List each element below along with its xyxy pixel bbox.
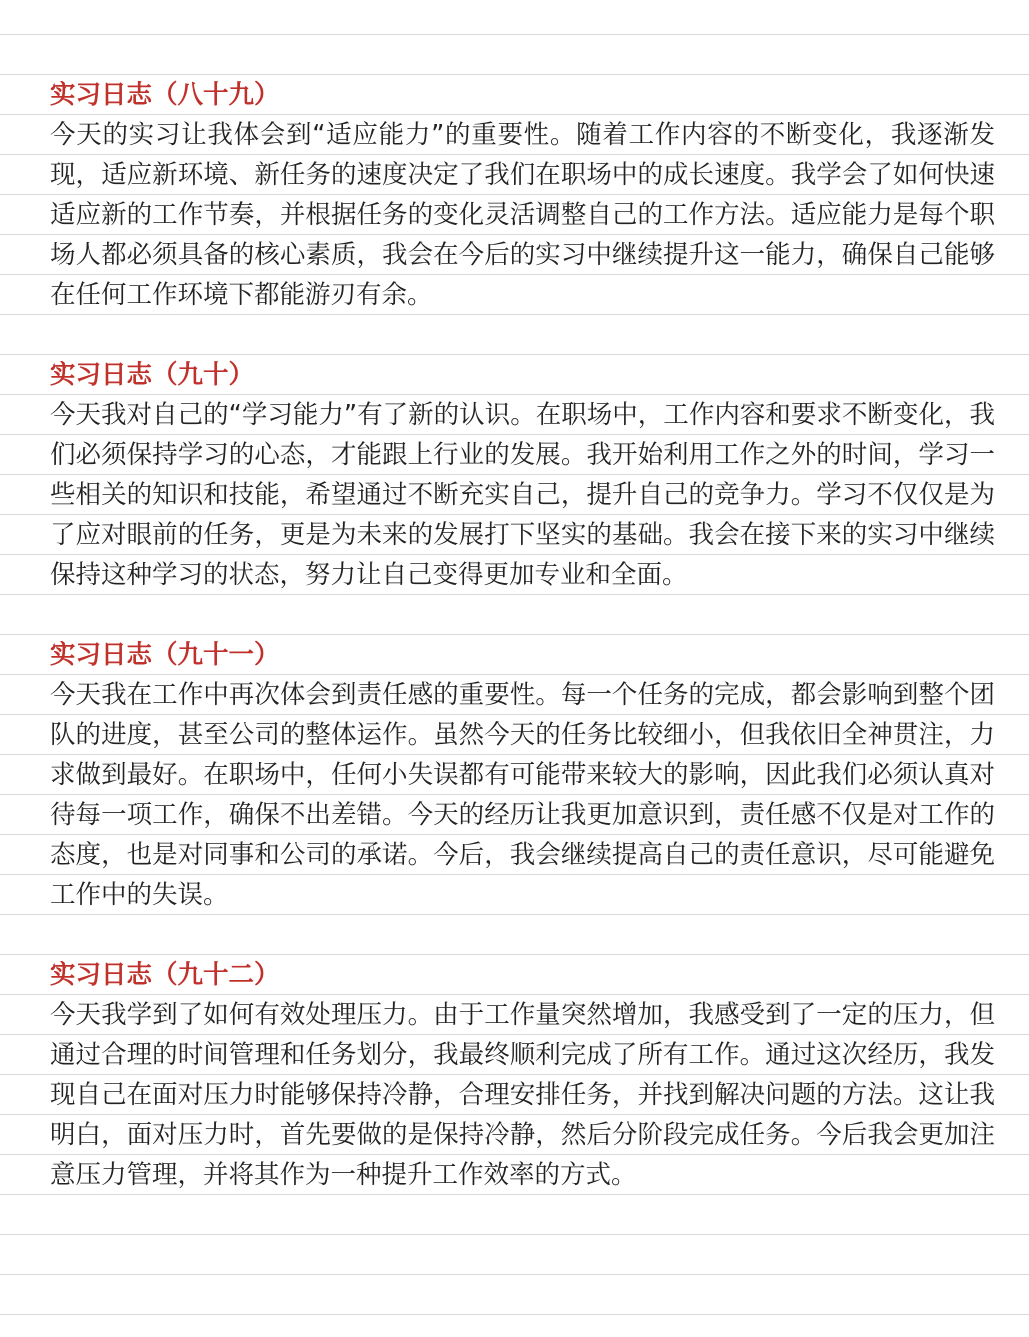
- entry-body: 今天我对自己的“学习能力”有了新的认识。在职场中，工作内容和要求不断变化，我们必须保持学习的心态，才能跟上行业的发展。我开始利用工作之外的时间，学习一些相关的知识和技能，希望通过不断充实自己，提升自己的竞争力。学习不仅仅是为了应对眼前的任务，更是为未来的发展打下坚实的基础。我会在接下来的实习中继续保持这种学习的状态，努力让自己变得更加专业和全面。: [50, 400, 995, 590]
- entry-title: 实习日志（九十一）: [50, 640, 280, 670]
- journal-page: [50, 75, 995, 1235]
- entry-body: 今天我学到了如何有效处理压力。由于工作量突然增加，我感受到了一定的压力，但通过合理的时间管理和任务划分，我最终顺利完成了所有工作。通过这次经历，我发现自己在面对压力时能够保持冷静，合理安排任务，并找到解决问题的方法。这让我明白，面对压力时，首先要做的是保持冷静，然后分阶段完成任务。今后我会更加注意压力管理，并将其作为一种提升工作效率的方式。: [50, 1000, 995, 1190]
- entry-title: 实习日志（八十九）: [50, 80, 280, 110]
- entry-body: 今天的实习让我体会到“适应能力”的重要性。随着工作内容的不断变化，我逐渐发现，适应新环境、新任务的速度决定了我们在职场中的成长速度。我学会了如何快速适应新的工作节奏，并根据任务的变化灵活调整自己的工作方法。适应能力是每个职场人都必须具备的核心素质，我会在今后的实习中继续提升这一能力，确保自己能够在任何工作环境下都能游刃有余。: [50, 120, 995, 310]
- entry-title: 实习日志（九十）: [50, 360, 255, 390]
- entry-body: 今天我在工作中再次体会到责任感的重要性。每一个任务的完成，都会影响到整个团队的进度，甚至公司的整体运作。虽然今天的任务比较细小，但我依旧全神贯注，力求做到最好。在职场中，任何小失误都有可能带来较大的影响，因此我们必须认真对待每一项工作，确保不出差错。今天的经历让我更加意识到，责任感不仅是对工作的态度，也是对同事和公司的承诺。今后，我会继续提高自己的责任意识，尽可能避免工作中的失误。: [50, 680, 995, 910]
- journal-entry-90: [50, 355, 995, 595]
- journal-entry-91: [50, 635, 995, 915]
- journal-entry-92: [50, 955, 995, 1195]
- entry-title: 实习日志（九十二）: [50, 960, 280, 990]
- journal-entry-89: [50, 75, 995, 315]
